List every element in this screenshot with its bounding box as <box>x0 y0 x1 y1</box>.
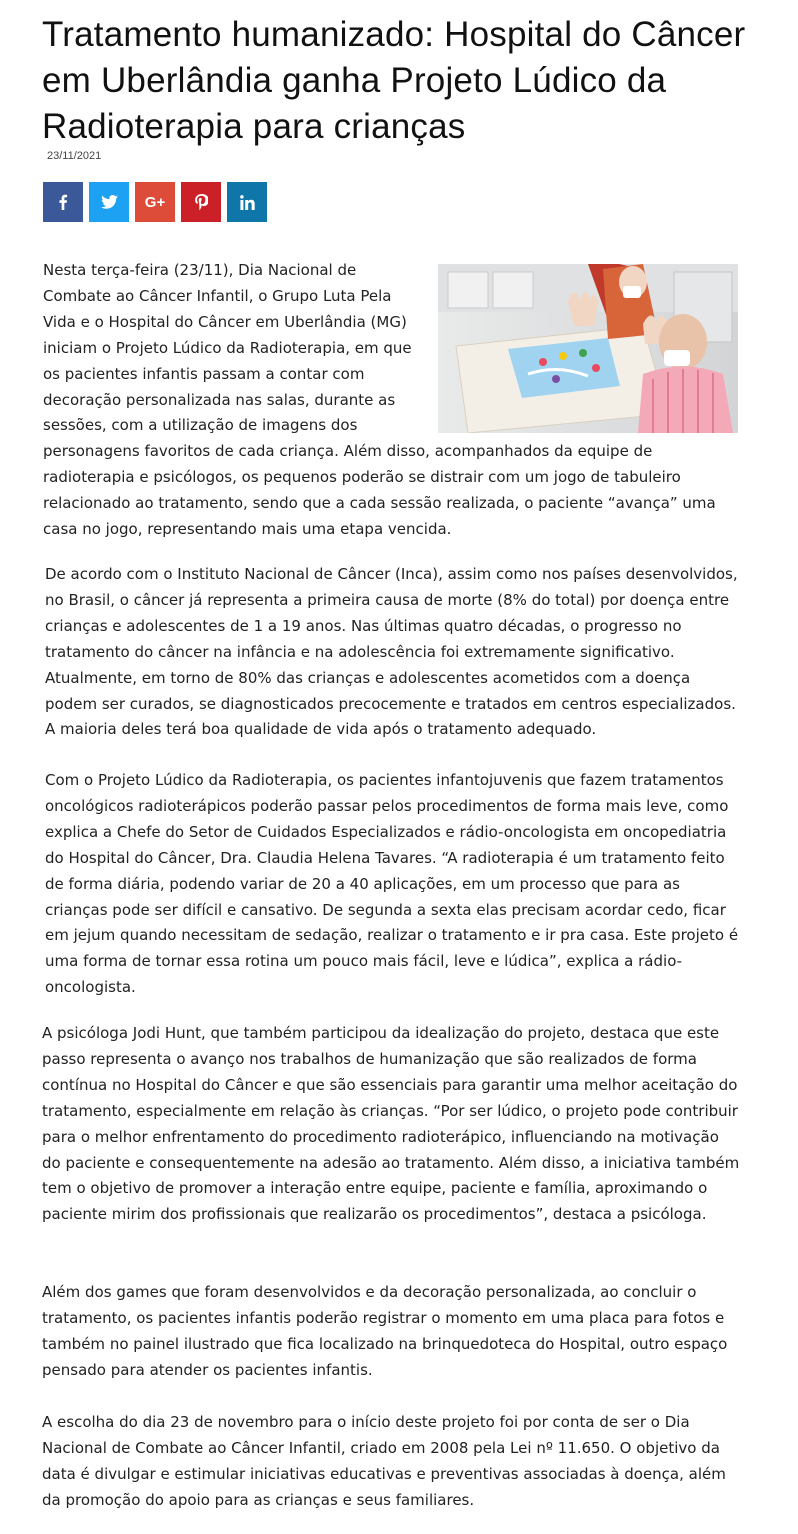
share-twitter-button[interactable] <box>89 182 129 222</box>
facebook-icon <box>58 194 68 210</box>
share-google-plus-button[interactable] <box>135 182 175 222</box>
share-pinterest-button[interactable] <box>181 182 221 222</box>
share-bar <box>43 182 267 222</box>
paragraph-date-choice: A escolha do dia 23 de novembro para o início deste projeto foi por conta de ser o Dia Nacional de Combate ao Câncer Infantil, criado em 2008 pela Lei nº 11.650. O objetivo da data é divulgar e estimular iniciativas educativas e preventivas associadas à doença, além da promoção do apoio para as crianças e seus familiares. <box>42 1413 726 1509</box>
paragraph-psychologist: A psicóloga Jodi Hunt, que também participou da idealização do projeto, destaca que este passo representa o avanço nos trabalhos de humanização que são realizados de forma contínua no Hospital do Câncer e que são essenciais para garantir uma melhor aceitação do tratamento, especialmente em relação às crianças. “Por ser lúdico, o projeto pode contribuir para o melhor enfrentamento do procedimento radioterápico, influenciando na motivação do paciente e consequentemente na adesão ao tratamento. Além disso, a iniciativa também tem o objetivo de promover a interação entre equipe, paciente e família, aproximando o paciente mirim dos profissionais que realizarão os procedimentos”, destaca a psicóloga. <box>42 1024 740 1224</box>
pinterest-icon <box>195 194 208 210</box>
paragraph-games: Além dos games que foram desenvolvidos e da decoração personalizada, ao concluir o tratamento, os pacientes infantis poderão registrar o momento em uma placa para fotos e também no painel ilustrado que fica localizado na brinquedoteca do Hospital, outro espaço pensado para atender os pacientes infantis. <box>42 1283 728 1379</box>
twitter-icon <box>101 195 118 209</box>
paragraph-inca: De acordo com o Instituto Nacional de Câncer (Inca), assim como nos países desenvolvidos, no Brasil, o câncer já representa a primeira causa de morte (8% do total) por doença entre crianças e adolescentes de 1 a 19 anos. Nas últimas quatro décadas, o progresso no tratamento do câncer na infância e na adolescência foi extremamente significativo. Atualmente, em torno de 80% das crianças e adolescentes acometidos com a doença podem ser curados, se diagnosticados precocemente e tratados em centros especializados. A maioria deles terá boa qualidade de vida após o tratamento adequado. <box>45 565 738 739</box>
article-title: Tratamento humanizado: Hospital do Câncer em Uberlândia ganha Projeto Lúdico da Radioterapia para crianças <box>42 15 746 146</box>
linkedin-icon <box>240 195 255 210</box>
photo-child-radiotherapy-board-game-icon <box>438 264 738 433</box>
article-date: 23/11/2021 <box>47 150 102 162</box>
google-plus-icon: G+ <box>144 193 166 211</box>
paragraph-intro-continued: personagens favoritos de cada criança. Além disso, acompanhados da equipe de radioterapia e psicólogos, os pequenos poderão se distrair com um jogo de tabuleiro relacionado ao tratamento, sendo que a cada sessão realizada, o paciente “avança” uma casa no jogo, representando mais uma etapa vencida. <box>43 442 716 538</box>
share-facebook-button[interactable] <box>43 182 83 222</box>
paragraph-project: Com o Projeto Lúdico da Radioterapia, os pacientes infantojuvenis que fazem tratamentos oncológicos radioterápicos poderão passar pelos procedimentos de forma mais leve, como explica a Chefe do Setor de Cuidados Especializados e rádio-oncologista em oncopediatria do Hospital do Câncer, Dra. Claudia Helena Tavares. “A radioterapia é um tratamento feito de forma diária, podendo variar de 20 a 40 aplicações, em um processo que para as crianças pode ser difícil e cansativo. De segunda a sexta elas precisam acordar cedo, ficar em jejum quando necessitam de sedação, realizar o tratamento e ir pra casa. Este projeto é uma forma de tornar essa rotina um pouco mais fácil, leve e lúdica”, explica a rádio-oncologista. <box>45 771 739 997</box>
paragraph-intro: Nesta terça-feira (23/11), Dia Nacional de Combate ao Câncer Infantil, o Grupo Luta Pela Vida e o Hospital do Câncer em Uberlândia (MG) iniciam o Projeto Lúdico da Radioterapia, em que os pacientes infantis passam a contar com decoração personalizada nas salas, durante as sessões, com a utilização de imagens dos <box>43 261 412 435</box>
article-photo <box>438 264 738 433</box>
share-linkedin-button[interactable] <box>227 182 267 222</box>
